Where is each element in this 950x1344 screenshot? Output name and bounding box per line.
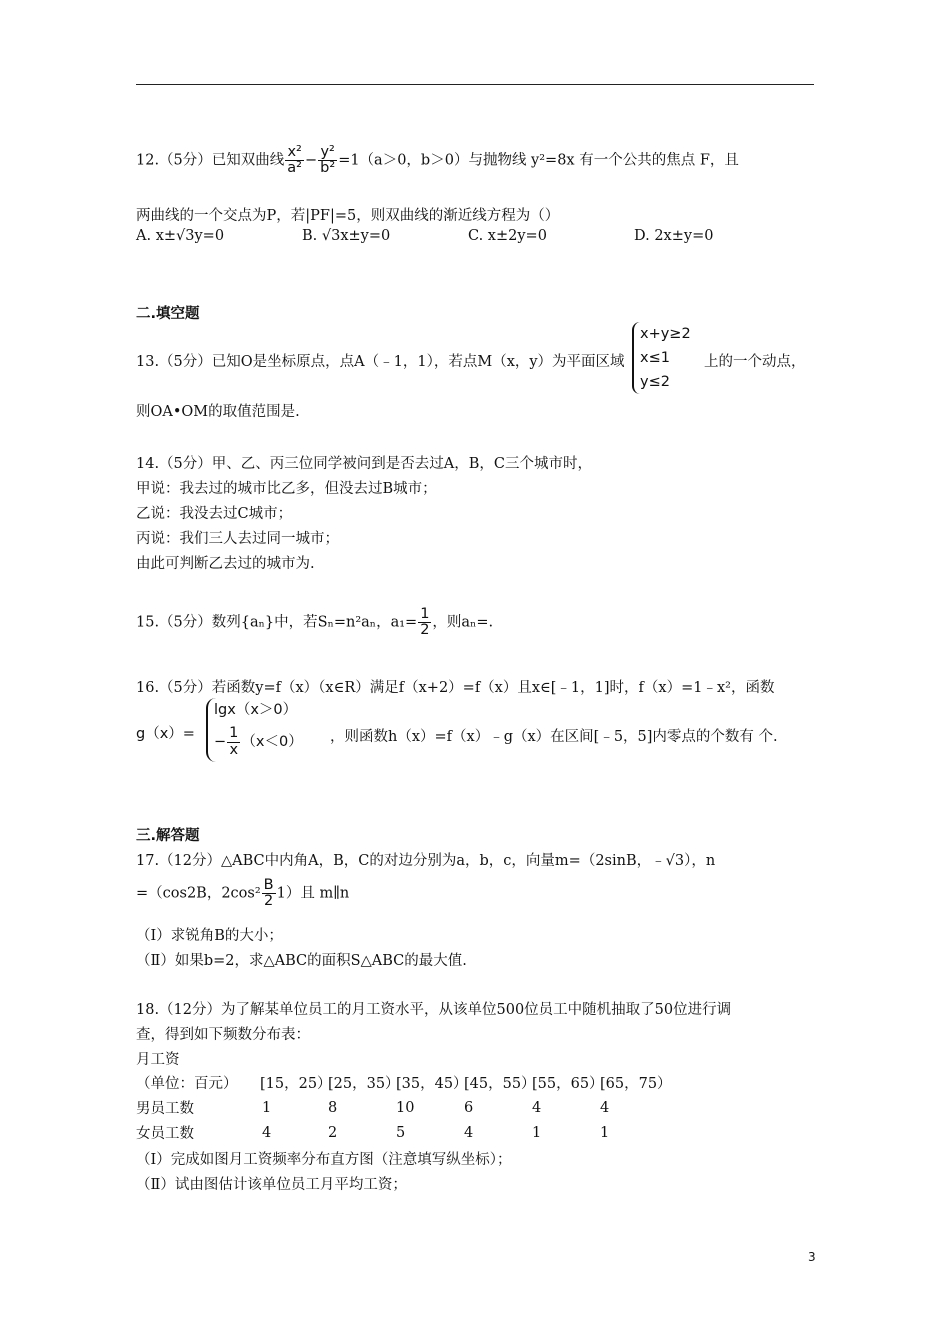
table-header-cell: [35，45）: [396, 1076, 468, 1092]
question-18-line1: 18.（12分）为了解某单位员工的月工资水平，从该单位500位员工中随机抽取了50位进行调: [136, 1002, 732, 1018]
table-cell: 10: [396, 1099, 415, 1116]
fraction-x2-a2: $\frac{\text{x²}}{\text{a²}}$: [287, 144, 302, 177]
question-13-tail: 上的一个动点，: [704, 354, 806, 370]
inequality-system: x+y≥2 x≤1 y≤2: [632, 322, 691, 394]
question-12-option-a: A. x±√3y=0: [136, 228, 225, 244]
piecewise-g: lgx（x＞0） − $\frac{1}{x}$ （x＜0）: [206, 698, 303, 762]
question-12-option-c: C. x±2y=0: [468, 228, 547, 244]
table-row: [136, 1070, 680, 1095]
table-cell: 6: [464, 1099, 474, 1116]
question-12-stem: 12.（5分）已知双曲线 $\frac{\text{x²}}{\text{a²}}$ − $\frac{\text{y²}}{\text{b²}}$ =1（a＞0，b＞0）与抛物线 y²=8x 有一个公共的焦点 F，且: [136, 144, 739, 177]
question-17-part1: （Ⅰ）求锐角B的大小；: [136, 928, 283, 944]
table-cell: 8: [328, 1099, 338, 1116]
header-rule: [136, 84, 814, 85]
table-header-cell: [15，25）: [260, 1076, 332, 1092]
question-18-part2: （Ⅱ）试由图估计该单位员工月平均工资；: [136, 1177, 407, 1193]
fraction-y2-b2: $\frac{\text{y²}}{\text{b²}}$: [320, 144, 336, 177]
question-12-line2: 两曲线的一个交点为P，若|PF|=5，则双曲线的渐近线方程为（）: [136, 208, 560, 224]
table-label: 月工资: [136, 1052, 180, 1068]
question-12-option-b: B. √3x±y=0: [302, 228, 391, 244]
section-heading-fill-in: 二.填空题: [136, 306, 200, 322]
question-13-line2: 则OA•OM的取值范围是.: [136, 404, 300, 420]
question-17-line2: =（cos2B，2cos² $\frac{B}{2}$ 1）且 m∥n: [136, 877, 350, 910]
question-14-line: 丙说：我们三人去过同一城市；: [136, 531, 339, 547]
table-cell: 2: [328, 1124, 338, 1141]
table-cell: 1: [262, 1099, 272, 1116]
fraction-b-over-2: $\frac{B}{2}$: [263, 877, 274, 910]
table-cell: 1: [532, 1124, 542, 1141]
table-cell: 4: [532, 1099, 542, 1116]
section-heading-solutions: 三.解答题: [136, 828, 200, 844]
question-14-line: 由此可判断乙去过的城市为.: [136, 556, 315, 572]
question-14-line: 乙说：我没去过C城市；: [136, 506, 293, 522]
fraction-one-half: $\frac{1}{2}$: [420, 606, 430, 639]
question-17-line1: 17.（12分）△ABC中内角A，B，C的对边分别为a，b，c，向量m=（2sinB，﹣√3），n: [136, 853, 716, 869]
page-number: 3: [808, 1250, 816, 1264]
table-cell: 4: [600, 1099, 610, 1116]
table-header-cell: [45，55）: [464, 1076, 536, 1092]
question-16-tail: ，则函数h（x）=f（x）﹣g（x）在区间[﹣5，5]内零点的个数有 个.: [330, 729, 778, 745]
question-16-g-label: g（x）=: [136, 726, 195, 742]
table-cell: 4: [464, 1124, 474, 1141]
table-header-cell: [65，75）: [600, 1076, 672, 1092]
table-cell: 1: [600, 1124, 610, 1141]
table-row: [136, 1120, 680, 1145]
table-header-cell: [25，35）: [328, 1076, 400, 1092]
table-cell: 5: [396, 1124, 406, 1141]
question-17-part2: （Ⅱ）如果b=2，求△ABC的面积S△ABC的最大值.: [136, 953, 467, 969]
question-16-line1: 16.（5分）若函数y=f（x）（x∈R）满足f（x+2）=f（x）且x∈[﹣1，1]时，f（x）=1﹣x²，函数: [136, 680, 775, 696]
question-15: 15.（5分）数列{aₙ}中，若Sₙ=n²aₙ，a₁= $\frac{1}{2}$ ，则aₙ=.: [136, 606, 494, 639]
question-14-line: 甲说：我去过的城市比乙多，但没去过B城市；: [136, 481, 437, 497]
table-row: [136, 1095, 680, 1120]
table-header-cell: [55，65）: [532, 1076, 604, 1092]
table-row-label: 男员工数: [136, 1101, 194, 1117]
table-header-unit: （单位：百元）: [136, 1076, 238, 1092]
question-12-option-d: D. 2x±y=0: [634, 228, 714, 244]
frequency-table: [136, 1070, 680, 1145]
table-cell: 4: [262, 1124, 272, 1141]
question-14-line: 14.（5分）甲、乙、丙三位同学被问到是否去过A，B，C三个城市时，: [136, 456, 593, 472]
table-row-label: 女员工数: [136, 1126, 194, 1142]
question-13-stem: 13.（5分）已知O是坐标原点，点A（﹣1，1），若点M（x，y）为平面区域: [136, 354, 625, 370]
question-18-part1: （Ⅰ）完成如图月工资频率分布直方图（注意填写纵坐标）；: [136, 1152, 512, 1168]
question-18-line2: 查，得到如下频数分布表：: [136, 1027, 310, 1043]
